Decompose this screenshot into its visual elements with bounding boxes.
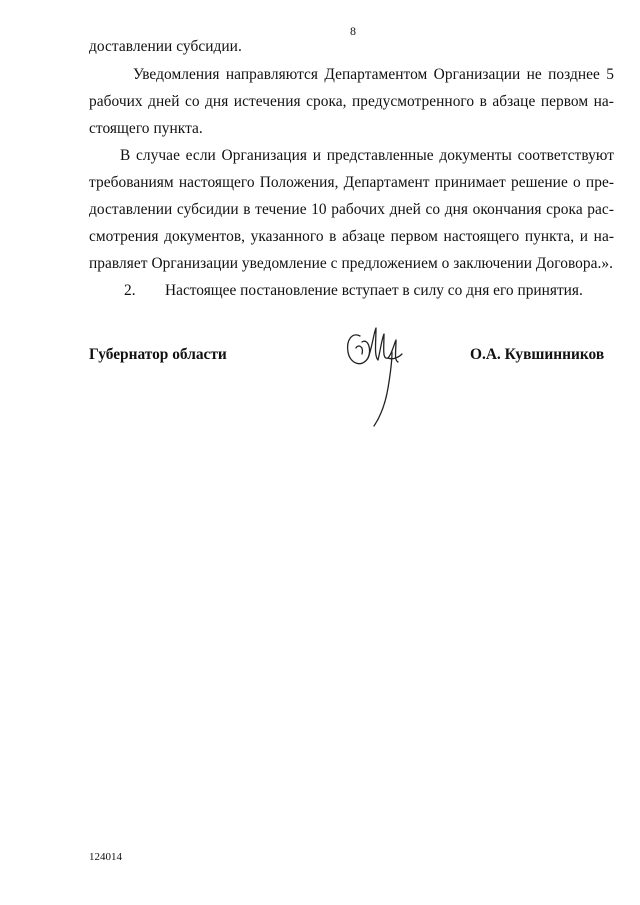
signatory-name: О.А. Кувшинников [470,346,605,363]
paragraph-2-line-3: доставлении субсидии в течение 10 рабочих дней со дня окончания срока рас- [89,201,614,218]
paragraph-2-line-2: требованиям настоящего Положения, Департамент принимает решение о пре- [89,174,614,191]
item-2-number: 2. [124,282,136,299]
paragraph-1-line-1: Уведомления направляются Департаментом Организации не позднее 5 [133,66,614,83]
paragraph-continuation-line: доставлении субсидии. [89,38,242,55]
item-2-text: Настоящее постановление вступает в силу со дня его принятия. [165,282,583,299]
document-code: 124014 [89,851,122,863]
paragraph-2-line-1: В случае если Организация и представленные документы соответствуют [120,147,614,164]
page-number: 8 [350,24,356,38]
paragraph-2-line-4: смотрения документов, указанного в абзаце первом настоящего пункта, и на- [89,228,614,245]
paragraph-1-line-3: стоящего пункта. [89,120,203,137]
signatory-title: Губернатор области [89,346,227,363]
handwritten-signature [338,318,408,430]
paragraph-1-line-2: рабочих дней со дня истечения срока, предусмотренного в абзаце первом на- [89,93,614,110]
paragraph-2-line-5: правляет Организации уведомление с предложением о заключении Договора.». [89,255,614,272]
